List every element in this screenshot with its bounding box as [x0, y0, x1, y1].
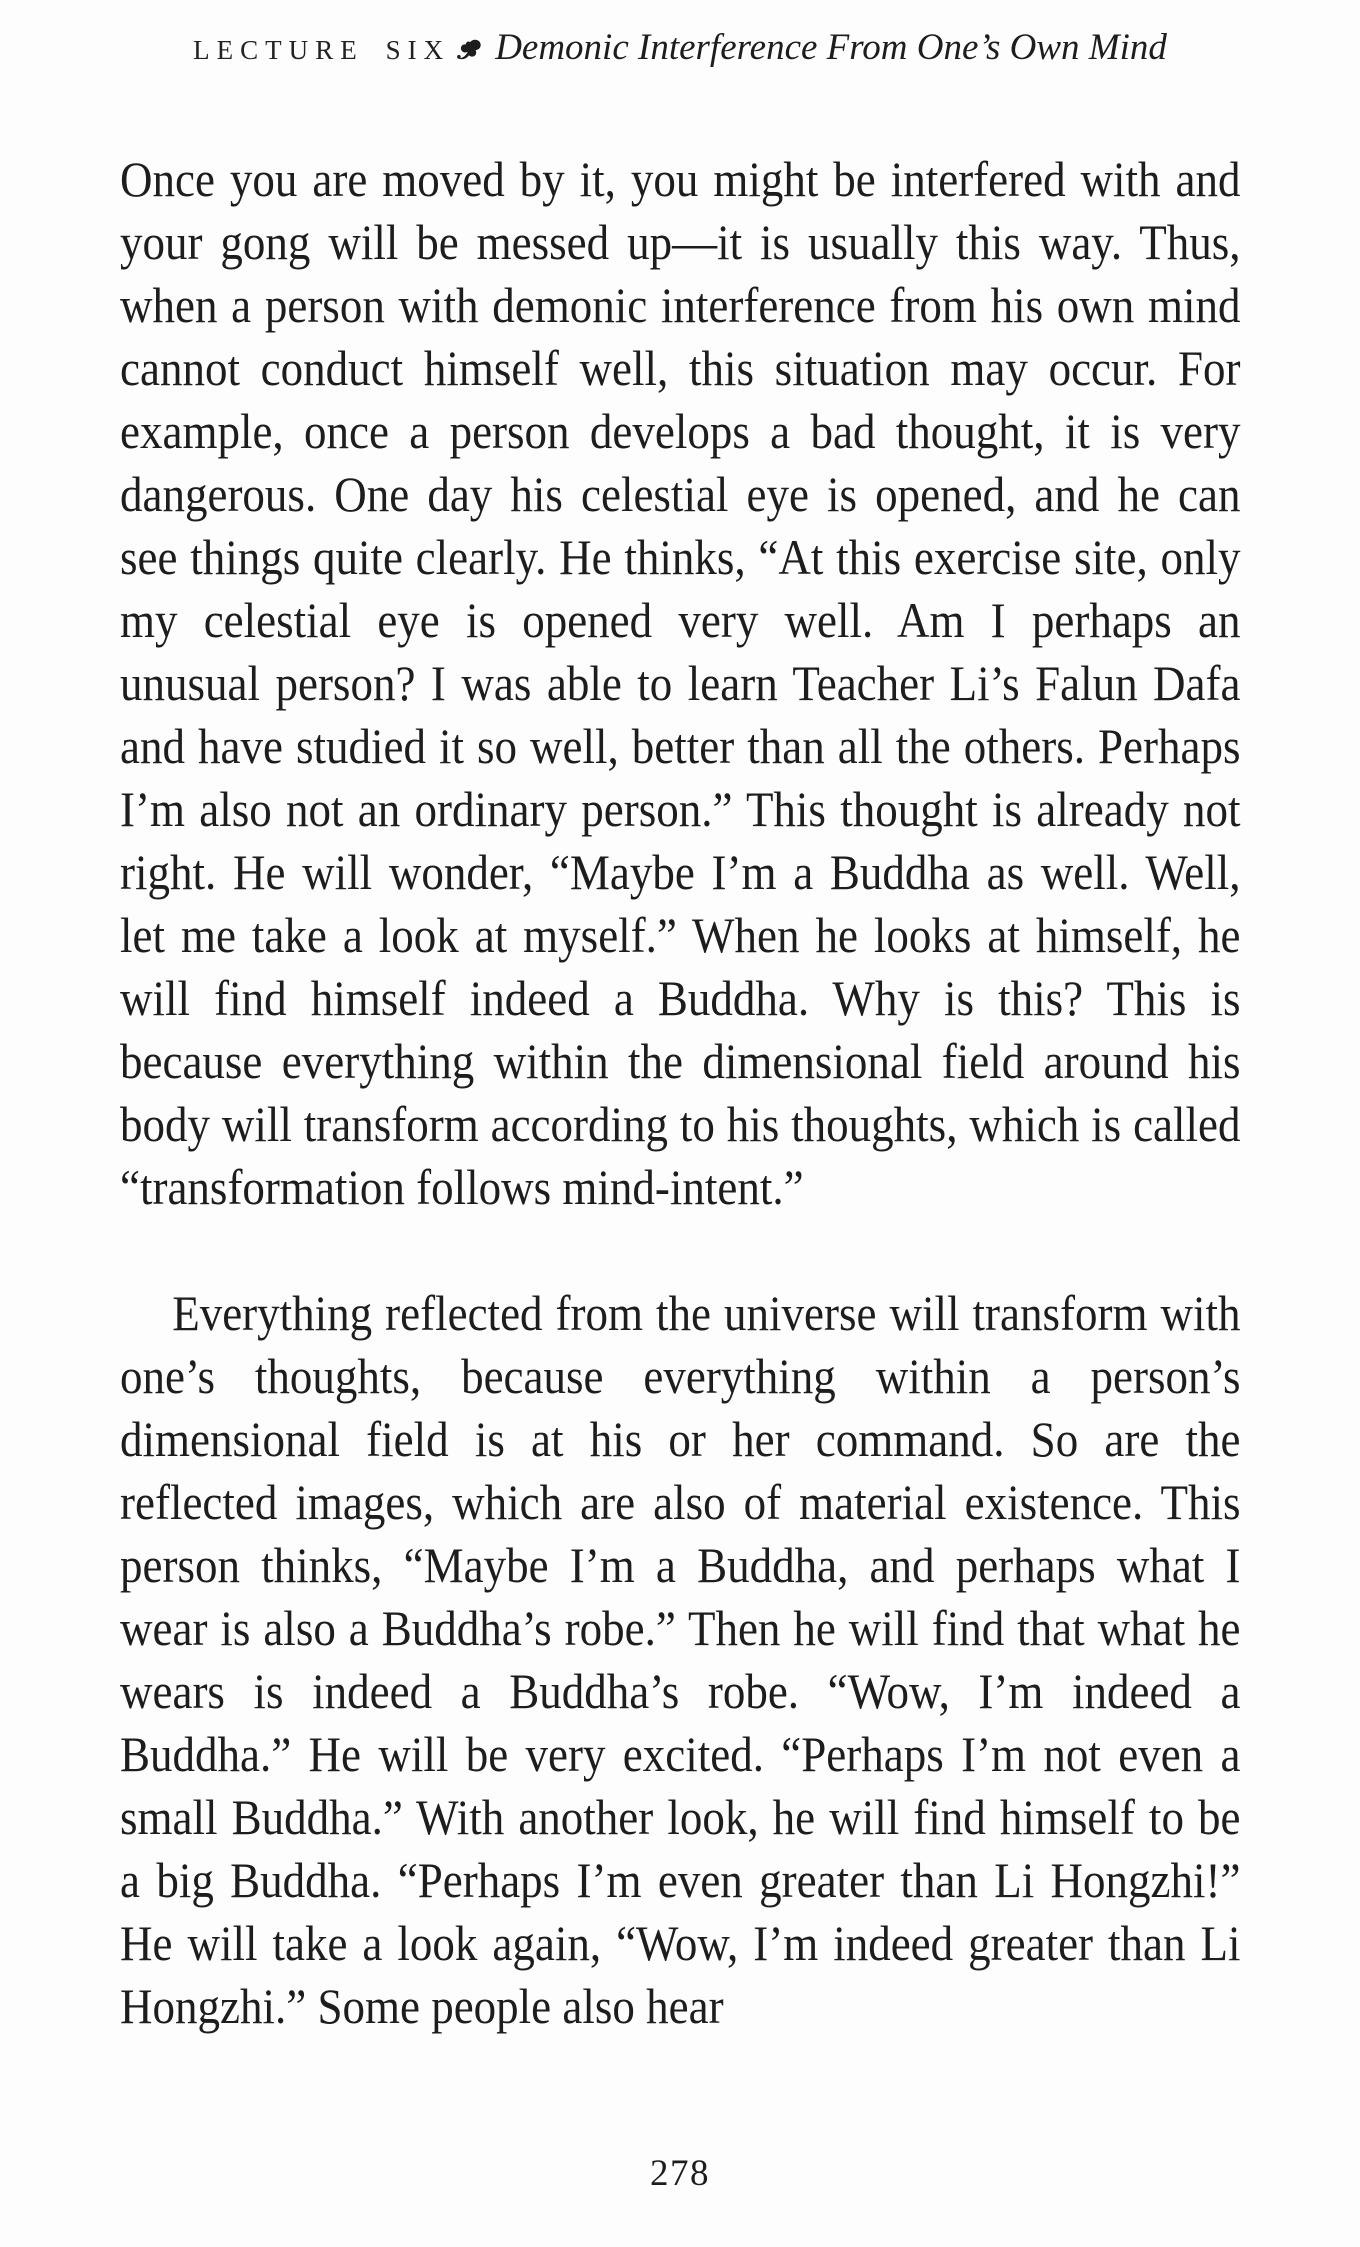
running-header [0, 22, 1360, 87]
body-text [120, 148, 1241, 2038]
paragraph: Everything reflected from the universe will transform with one’s thoughts, because everything within a person’s dimensional field is at his or her command. So are the reflected images, which are also of material existence. This person thinks, “Maybe I’m a Buddha, and perhaps what I wear is also a Buddha’s robe.” Then he will find that what he wears is indeed a Buddha’s robe. “Wow, I’m indeed a Buddha.” He will be very excited. “Perhaps I’m not even a small Buddha.” With another look, he will find himself to be a big Buddha. “Perhaps I’m even greater than Li Hongzhi!” He will take a look again, “Wow, I’m indeed greater than Li Hongzhi.” Some people also hear [120, 1285, 1241, 2034]
paragraph: Once you are moved by it, you might be interfered with and your gong will be messed up—it is usually this way. Thus, when a person with demonic interference from his own mind cannot conduct himself well, this situation may occur. For example, once a person develops a bad thought, it is very dangerous. One day his celestial eye is opened, and he can see things quite clearly. He thinks, “At this exercise site, only my celestial eye is opened very well. Am I perhaps an unusual person? I was able to learn Teacher Li’s Falun Dafa and have studied it so well, better than all the others. Perhaps I’m also not an ordinary person.” This thought is already not right. He will wonder, “Maybe I’m a Buddha as well. Well, let me take a look at myself.” When he looks at himself, he will find himself indeed a Buddha. Why is this? This is because everything within the dimensional field around his body will transform according to his thoughts, which is called “transformation follows mind-intent.” [120, 151, 1241, 1215]
chapter-title: Demonic Interference From One’s Own Mind [495, 27, 1167, 68]
page-number: 278 [650, 2153, 710, 2194]
hedera-leaf-icon [456, 35, 483, 87]
page-footer [0, 2152, 1360, 2195]
lecture-label: LECTURE SIX [193, 35, 451, 65]
